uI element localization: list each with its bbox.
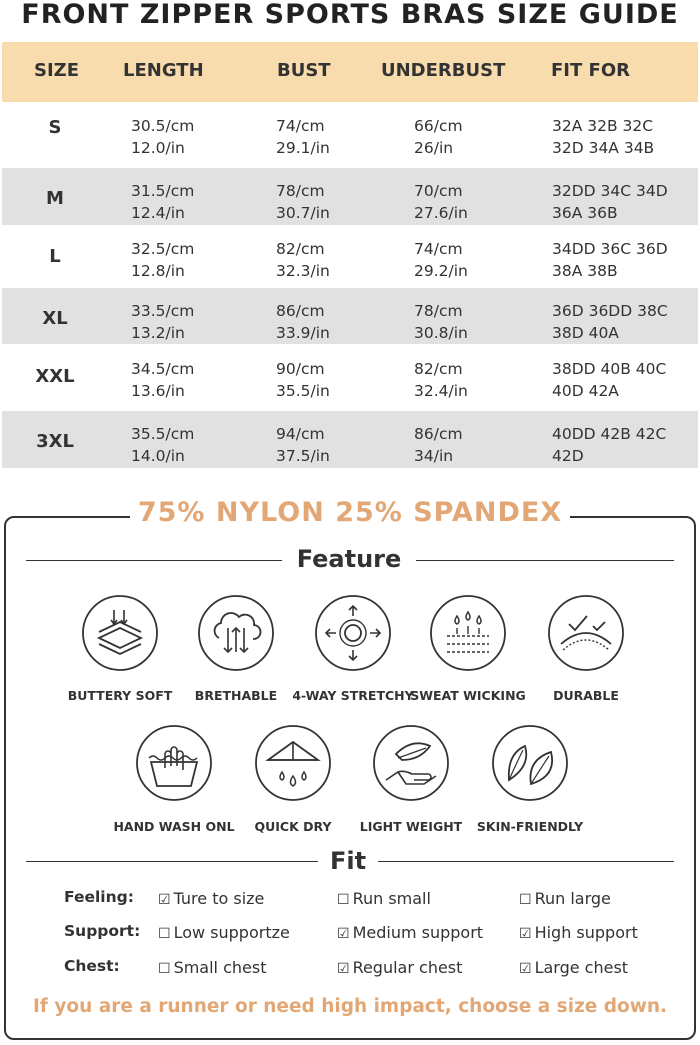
fit-option xyxy=(519,889,611,908)
empty-box-icon: ☐ xyxy=(158,926,171,942)
bust-cm: 78/cm xyxy=(276,182,325,200)
fit-for-line1: 32A 32B 32C xyxy=(552,117,654,135)
fit-row-label: Chest: xyxy=(64,957,120,975)
fit-option xyxy=(519,958,628,977)
length-cm: 30.5/cm xyxy=(131,117,195,135)
divider xyxy=(378,861,674,862)
header-size: SIZE xyxy=(34,60,80,81)
breathable-icon xyxy=(197,594,275,672)
length-cm: 31.5/cm xyxy=(131,182,195,200)
feature-label: SKIN-FRIENDLY xyxy=(476,819,584,834)
checked-box-icon: ☑ xyxy=(519,926,532,942)
fit-row-label: Feeling: xyxy=(64,888,134,906)
length-cm: 35.5/cm xyxy=(131,425,195,443)
fit-option-label: High support xyxy=(534,923,638,942)
fit-option-label: Ture to size xyxy=(173,889,265,908)
page-title: FRONT ZIPPER SPORTS BRAS SIZE GUIDE xyxy=(21,0,679,30)
feature-label: HAND WASH ONL xyxy=(113,819,235,834)
underbust-cm: 78/cm xyxy=(414,302,463,320)
fit-for-line2: 36A 36B xyxy=(552,204,618,222)
fit-for-line2: 38D 40A xyxy=(552,324,619,342)
feature-label: BRETHABLE xyxy=(194,688,278,703)
checked-box-icon: ☑ xyxy=(519,961,532,977)
size-label: M xyxy=(46,188,64,209)
empty-box-icon: ☐ xyxy=(337,892,350,908)
bust-cm: 82/cm xyxy=(276,240,325,258)
underbust-in: 26/in xyxy=(414,139,454,157)
bust-cm: 94/cm xyxy=(276,425,325,443)
fit-for-line1: 32DD 34C 34D xyxy=(552,182,668,200)
underbust-in: 30.8/in xyxy=(414,324,468,342)
divider xyxy=(416,560,674,561)
fit-option xyxy=(158,923,290,942)
fit-option-label: Low supportze xyxy=(173,923,290,942)
stretch-icon xyxy=(314,594,392,672)
size-label: L xyxy=(49,246,61,267)
length-in: 14.0/in xyxy=(131,447,185,465)
bust-cm: 74/cm xyxy=(276,117,325,135)
fit-for-line1: 38DD 40B 40C xyxy=(552,360,667,378)
fit-option-label: Run large xyxy=(534,889,611,908)
underbust-cm: 70/cm xyxy=(414,182,463,200)
underbust-in: 27.6/in xyxy=(414,204,468,222)
feature-label: 4-WAY STRETCHY xyxy=(292,688,414,703)
header-fit-for: FIT FOR xyxy=(551,60,630,81)
length-in: 12.0/in xyxy=(131,139,185,157)
feature-label: BUTTERY SOFT xyxy=(67,688,173,703)
header-length: LENGTH xyxy=(123,60,204,81)
length-in: 12.4/in xyxy=(131,204,185,222)
layers-icon xyxy=(81,594,159,672)
bust-in: 33.9/in xyxy=(276,324,330,342)
bust-in: 29.1/in xyxy=(276,139,330,157)
divider xyxy=(26,560,282,561)
durable-icon xyxy=(547,594,625,672)
fit-option xyxy=(337,889,431,908)
empty-box-icon: ☐ xyxy=(158,961,171,977)
divider xyxy=(26,861,318,862)
fit-option xyxy=(337,923,483,942)
underbust-cm: 82/cm xyxy=(414,360,463,378)
header-underbust: UNDERBUST xyxy=(381,60,506,81)
bust-in: 35.5/in xyxy=(276,382,330,400)
fit-for-line1: 40DD 42B 42C xyxy=(552,425,667,443)
fit-option xyxy=(158,958,266,977)
fit-for-line1: 36D 36DD 38C xyxy=(552,302,668,320)
underbust-cm: 74/cm xyxy=(414,240,463,258)
underbust-in: 29.2/in xyxy=(414,262,468,280)
length-cm: 34.5/cm xyxy=(131,360,195,378)
bust-cm: 86/cm xyxy=(276,302,325,320)
size-label: XXL xyxy=(35,366,75,387)
fit-option-label: Regular chest xyxy=(352,958,463,977)
bust-in: 30.7/in xyxy=(276,204,330,222)
feature-label: QUICK DRY xyxy=(254,819,332,834)
fit-for-line2: 42D xyxy=(552,447,584,465)
size-label: 3XL xyxy=(36,431,74,452)
hand-wash-icon xyxy=(135,724,213,802)
empty-box-icon: ☐ xyxy=(519,892,532,908)
fit-for-line2: 38A 38B xyxy=(552,262,618,280)
length-in: 13.6/in xyxy=(131,382,185,400)
size-label: S xyxy=(48,117,62,138)
underbust-in: 32.4/in xyxy=(414,382,468,400)
fit-option-label: Medium support xyxy=(352,923,484,942)
bust-in: 32.3/in xyxy=(276,262,330,280)
feature-label: LIGHT WEIGHT xyxy=(359,819,463,834)
fit-option xyxy=(158,889,264,908)
feather-hand-icon xyxy=(372,724,450,802)
length-cm: 32.5/cm xyxy=(131,240,195,258)
fit-for-line1: 34DD 36C 36D xyxy=(552,240,668,258)
checked-box-icon: ☑ xyxy=(337,926,350,942)
quick-dry-icon xyxy=(254,724,332,802)
fit-for-line2: 32D 34A 34B xyxy=(552,139,655,157)
fit-option xyxy=(337,958,462,977)
bust-cm: 90/cm xyxy=(276,360,325,378)
underbust-cm: 86/cm xyxy=(414,425,463,443)
fit-row-label: Support: xyxy=(64,922,141,940)
fit-option-label: Run small xyxy=(352,889,431,908)
sizing-note: If you are a runner or need high impact, choose a size down. xyxy=(32,996,668,1017)
feature-label: SWEAT WICKING xyxy=(410,688,526,703)
fit-option xyxy=(519,923,638,942)
size-label: XL xyxy=(42,308,68,329)
underbust-cm: 66/cm xyxy=(414,117,463,135)
checked-box-icon: ☑ xyxy=(158,892,171,908)
fit-option-label: Small chest xyxy=(173,958,267,977)
length-in: 12.8/in xyxy=(131,262,185,280)
checked-box-icon: ☑ xyxy=(337,961,350,977)
underbust-in: 34/in xyxy=(414,447,454,465)
leaf-icon xyxy=(491,724,569,802)
feature-title: Feature xyxy=(296,545,402,573)
fit-for-line2: 40D 42A xyxy=(552,382,619,400)
feature-label: DURABLE xyxy=(553,688,619,703)
droplets-icon xyxy=(429,594,507,672)
fabric-composition: 75% NYLON 25% SPANDEX xyxy=(130,497,570,528)
header-bust: BUST xyxy=(277,60,331,81)
length-cm: 33.5/cm xyxy=(131,302,195,320)
bust-in: 37.5/in xyxy=(276,447,330,465)
fit-option-label: Large chest xyxy=(534,958,629,977)
fit-title: Fit xyxy=(329,847,367,875)
length-in: 13.2/in xyxy=(131,324,185,342)
